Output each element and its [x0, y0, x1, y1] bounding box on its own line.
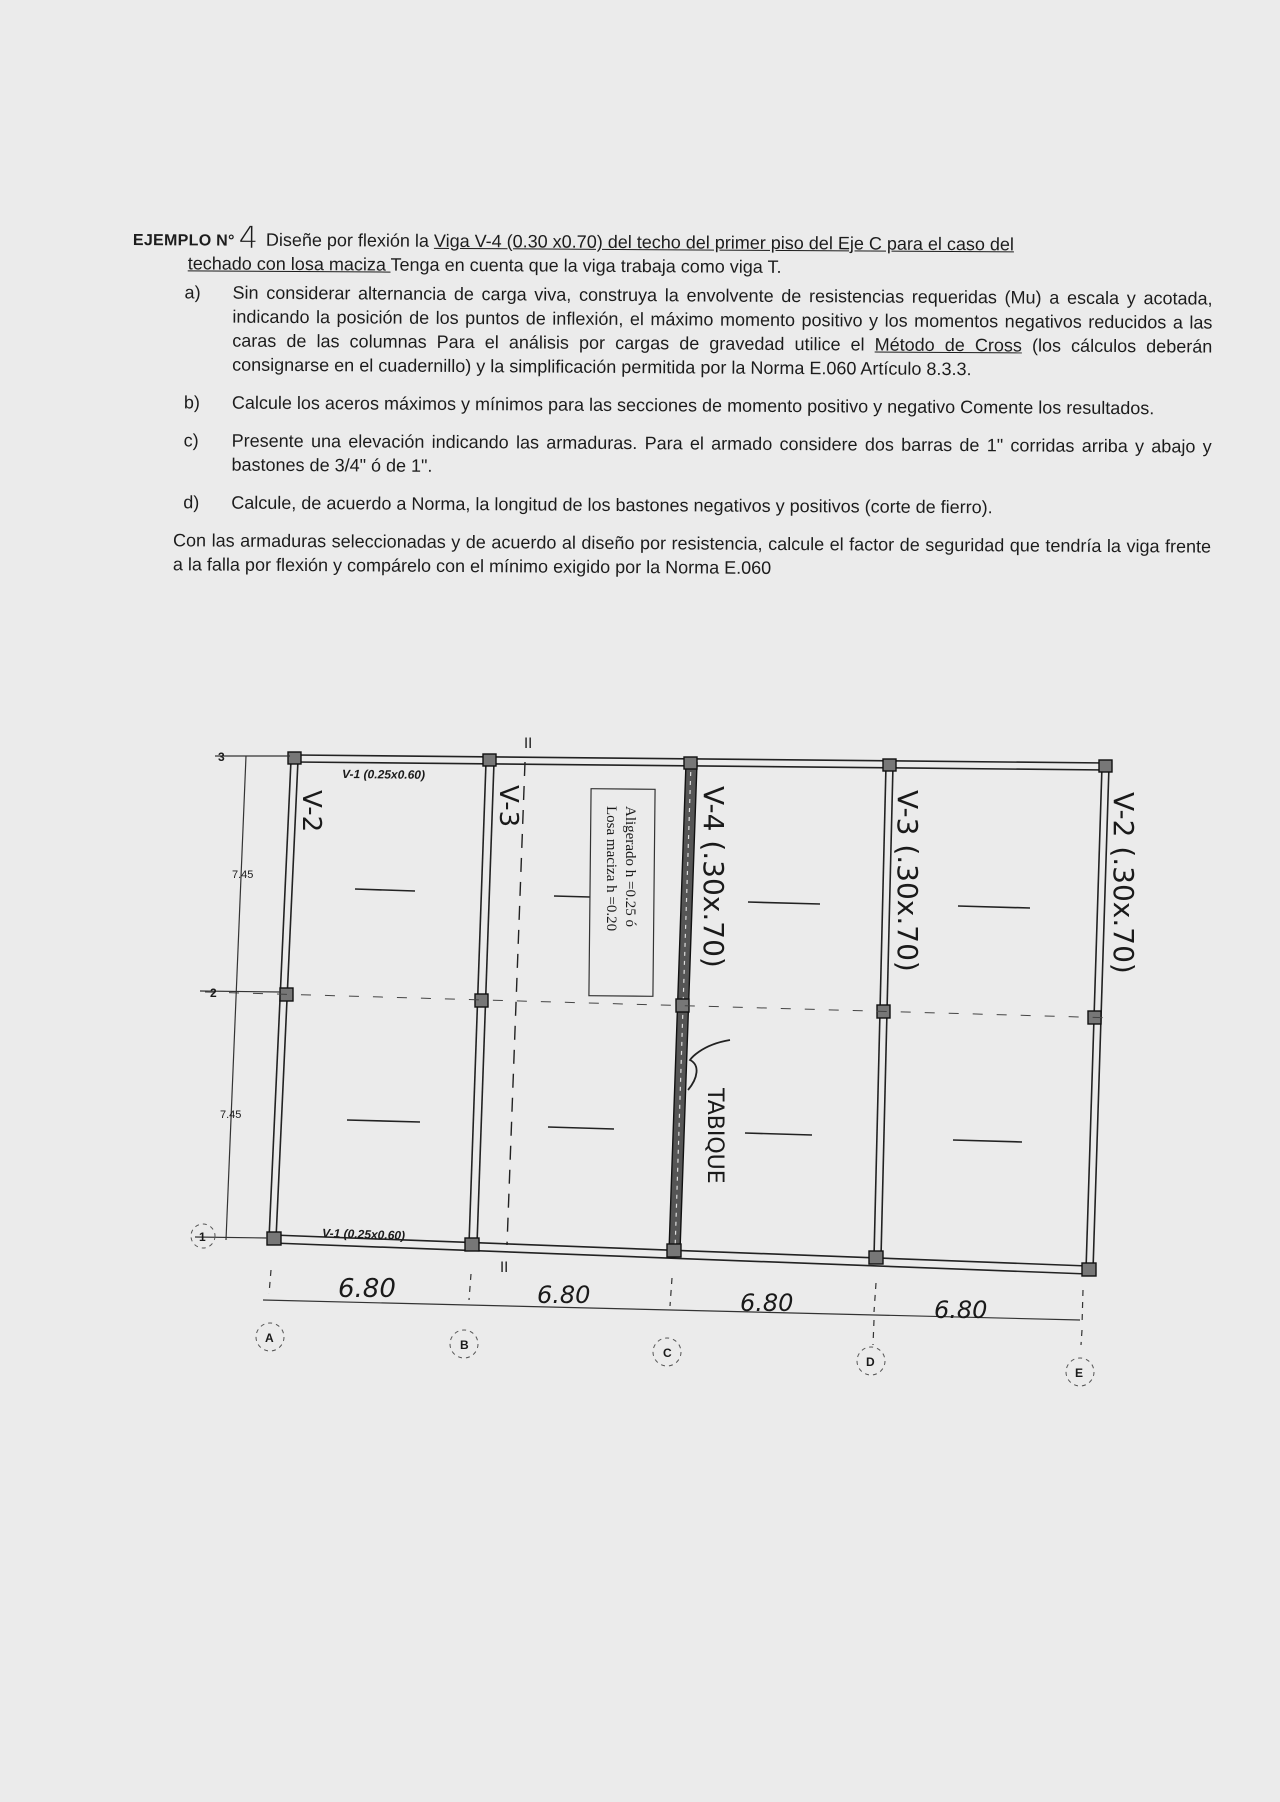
item-a-text-2: (los cálculos deberán consignarse en el cuadernillo) y la simplificación permitida por la Norma E.060 Artículo 8.3.3. — [232, 335, 1213, 380]
height-label-lower: 7.45 — [220, 1109, 242, 1121]
tabique-label: TABIQUE — [702, 1088, 727, 1184]
example-label: EJEMPLO N° — [132, 231, 235, 250]
line2-text: Tenga en cuenta que la viga trabaja como viga T. — [390, 254, 782, 277]
axis-2-label: 2 — [210, 986, 217, 1000]
intro-text: Diseñe por flexión la — [265, 229, 435, 251]
item-label: c) — [183, 430, 199, 451]
item-text: Calcule, de acuerdo a Norma, la longitud de los bastones negativos y positivos (corte de fierro). — [231, 492, 993, 518]
item-a-underlined: Método de Cross — [874, 334, 1022, 356]
beam-v3-left-label: V-3 — [493, 785, 523, 828]
item-text: Presente una elevación indicando las armaduras. Para el armado considere dos barras de 1" corridas arriba y abajo y bastones de 3/4" ó de 1". — [231, 430, 1212, 476]
line2-underlined: techado con losa maciza — [187, 253, 391, 275]
tabique-leader — [688, 1040, 730, 1090]
axis-number-bubbles — [191, 750, 225, 1248]
item-label: b) — [183, 392, 200, 413]
slab-note — [589, 789, 655, 997]
beam-v3-right-label: V-3 (.30x.70) — [891, 790, 924, 972]
height-label-upper: 7.45 — [232, 869, 254, 881]
slab-note-line1: Aligerado h =0.25 ó — [622, 806, 638, 927]
axis-1-label: 1 — [199, 1230, 206, 1244]
example-number: 4 — [238, 220, 258, 256]
intro-underlined: Viga V-4 (0.30 x0.70) del techo del primer piso del Eje C para el caso del — [433, 230, 1015, 255]
beam-v2-left-label: V-2 — [296, 790, 326, 833]
slab-note-line2: Losa maciza h =0.20 — [603, 806, 619, 932]
span-label-4: 6.80 — [934, 1296, 988, 1324]
axis-letter-bubbles — [256, 1323, 1094, 1386]
item-a-text-1: Sin considerar alternancia de carga viva, construya la envolvente de resistencias requeridas (Mu) a escala y acotada, indicando la posición de los puntos de inflexión, el máximo momento positivo y los momentos negativos reducidos a las caras de las columnas Para el análisis por cargas de gravedad utilice el — [232, 282, 1213, 355]
beam-v1-top-label: V-1 (0.25x0.60) — [341, 767, 426, 782]
final-paragraph: Con las armaduras seleccionadas y de acuerdo al diseño por resistencia, calcule el factor de seguridad que tendría la viga frente a la falla por flexión y compárelo con el mínimo exigido por la Norma E.060 — [172, 530, 1212, 578]
span-label-2: 6.80 — [537, 1281, 591, 1309]
axis-d-label: D — [866, 1355, 875, 1369]
beam-v1-bottom-label: V-1 (0.25x0.60) — [321, 1226, 406, 1243]
beam-v4-label: V-4 (.30x.70) — [697, 786, 730, 968]
section-cut-line — [507, 762, 525, 1245]
axis-3-label: 3 — [218, 750, 225, 764]
span-label-3: 6.80 — [740, 1289, 794, 1317]
beam-v2-right-label: V-2 (.30x.70) — [1107, 792, 1140, 974]
axis-e-label: E — [1075, 1366, 1084, 1380]
section-mark-bottom: II — [500, 1260, 509, 1276]
section-mark-top: II — [524, 736, 533, 752]
span-label-1: 6.80 — [338, 1274, 396, 1304]
item-label: a) — [184, 282, 201, 303]
axis-b-label: B — [460, 1338, 469, 1352]
axis-a-label: A — [265, 1331, 274, 1345]
axis-c-label: C — [663, 1346, 672, 1360]
item-label: d) — [183, 492, 200, 513]
axis-2-line — [205, 992, 1115, 1018]
item-text: Calcule los aceros máximos y mínimos para las secciones de momento positivo y negativo Comente los resultados. — [231, 392, 1155, 419]
